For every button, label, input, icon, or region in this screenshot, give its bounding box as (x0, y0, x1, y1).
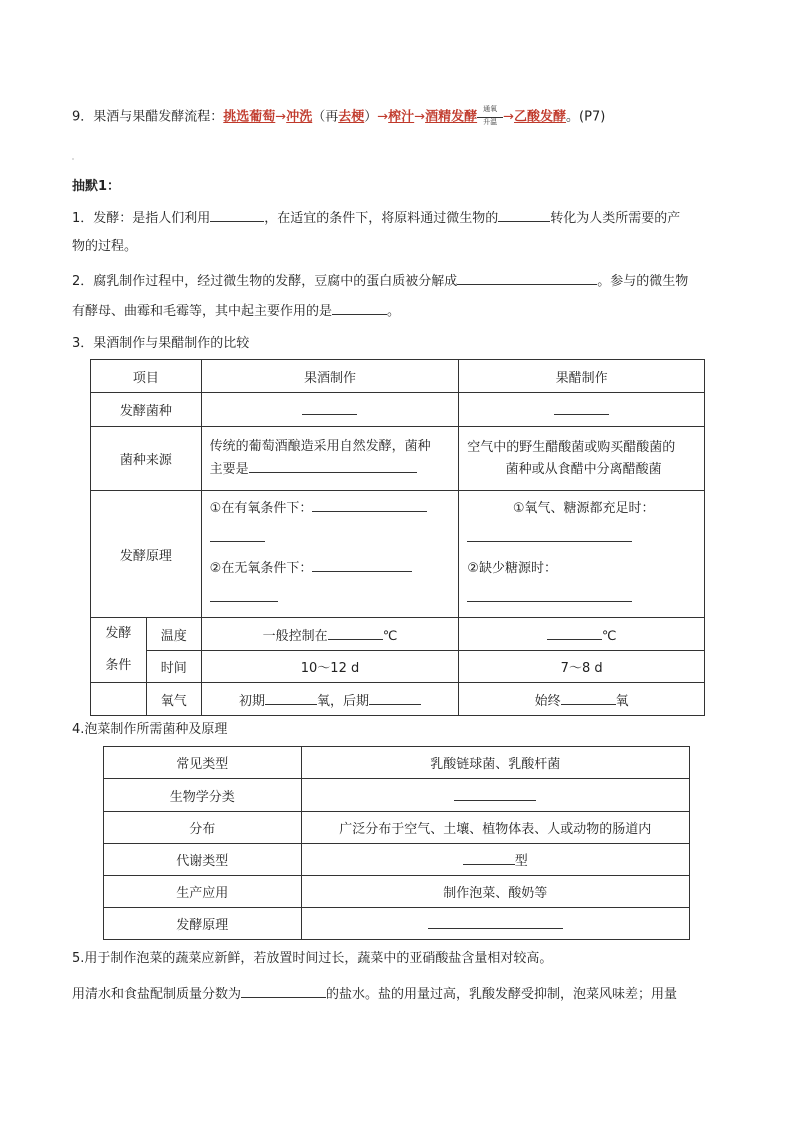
source-wine-line1: 传统的葡萄酒酿造采用自然发酵，菌种 (209, 439, 431, 454)
q5-line2 (72, 983, 677, 1005)
q5-line1: 5.用于制作泡菜的蔬菜应新鲜，若放置时间过长，蔬菜中的亚硝酸盐含量相对较高。 (72, 951, 553, 966)
temp-wine-unit: ℃ (382, 628, 398, 644)
conditions-label-a: 发酵 (105, 626, 132, 641)
oxygen-wine-cell (201, 683, 459, 716)
principle-wine-1-text: ①在有氧条件下： (209, 501, 313, 516)
q5-text-a: 用清水和食盐配制质量分数为 (72, 987, 242, 1002)
q1-blank-2 (498, 207, 550, 222)
pickle-value-principle (301, 908, 689, 940)
step-acetic-fermentation: 乙酸发酵 (514, 109, 567, 125)
q1-text-b: ，在适宜的条件下，将原料通过微生物的 (264, 211, 499, 226)
q1-blank-1 (210, 207, 264, 222)
oxygen-wine-text-a: 初期 (238, 693, 265, 709)
q2-line2 (72, 300, 400, 322)
table-row (91, 683, 705, 716)
principle-wine-2b (210, 584, 455, 614)
temp-vinegar-unit: ℃ (601, 628, 617, 644)
q4-title: 4.泡菜制作所需菌种及原理 (72, 722, 228, 737)
q5-blank (241, 983, 326, 998)
pickle-value-type: 乳酸链球菌、乳酸杆菌 (301, 747, 689, 779)
q1-text-c: 转化为人类所需要的产 (550, 211, 681, 226)
principle-wine-1 (210, 494, 455, 524)
strain-wine-blank (302, 400, 357, 415)
row-label-source: 菌种来源 (91, 427, 202, 491)
principle-wine-2-text: ②在无氧条件下： (209, 561, 313, 576)
source-vinegar-cell (459, 427, 705, 491)
temp-label: 温度 (146, 618, 201, 651)
arrow-1: → (275, 109, 287, 125)
row-label-strain: 发酵菌种 (91, 393, 202, 427)
table-row (104, 812, 690, 844)
paren-open: （再 (312, 109, 339, 125)
table-row (104, 844, 690, 876)
strain-vinegar-cell (459, 393, 705, 427)
oxygen-empty-cell (91, 683, 147, 716)
time-wine: 10～12 d (201, 651, 459, 683)
stray-dot (72, 158, 74, 160)
pickle-label-application: 生产应用 (104, 876, 302, 908)
temp-wine-blank (328, 625, 383, 640)
principle-wine-blank-1 (312, 497, 427, 512)
q2-blank-1 (457, 270, 597, 285)
metabolism-suffix: 型 (514, 854, 528, 869)
step-alcohol-fermentation: 酒精发酵 (425, 109, 478, 125)
time-label: 时间 (146, 651, 201, 683)
pickle-value-application: 制作泡菜、酸奶等 (301, 876, 689, 908)
principle-vinegar-2: ②缺少糖源时： (467, 561, 557, 576)
table-row (91, 427, 705, 491)
q2-blank-2 (332, 300, 387, 315)
source-wine-blank (249, 458, 417, 473)
q2-text-a: 2．腐乳制作过程中，经过微生物的发酵，豆腐中的蛋白质被分解成 (72, 274, 458, 289)
q2-line1 (72, 270, 688, 292)
metabolism-blank (463, 850, 515, 865)
item9-flow (72, 107, 605, 128)
header-item: 项目 (91, 360, 202, 393)
principle-vinegar-1b (467, 524, 700, 554)
oxygen-vinegar-text-a: 始终 (534, 693, 561, 709)
principle-vinegar-1: ①氧气、糖源都充足时： (512, 501, 655, 516)
source-wine-text: 主要是 (209, 462, 249, 477)
temp-vinegar-cell (459, 618, 705, 651)
step-pick-grapes: 挑选葡萄 (223, 109, 276, 125)
table-row (104, 908, 690, 940)
section-title: 抽默1： (72, 179, 121, 194)
q1-line2: 物的过程。 (72, 239, 138, 254)
principle-wine-blank-1b (210, 527, 265, 542)
oxygen-wine-blank-1 (265, 690, 317, 705)
condition-arrow (477, 107, 503, 127)
principle-blank (428, 914, 563, 929)
oxygen-wine-text-b: 氧，后期 (316, 693, 369, 709)
arrow-4: → (503, 109, 515, 125)
arrow-3: → (414, 109, 426, 125)
principle-vinegar-cell (459, 491, 705, 618)
classification-blank (454, 786, 536, 801)
principle-wine-1b (210, 524, 455, 554)
condition-top: 通氧 (483, 105, 498, 113)
table-row (91, 360, 705, 393)
oxygen-wine-blank-2 (369, 690, 421, 705)
q2-text-c: 有酵母、曲霉和毛霉等，其中起主要作用的是 (72, 304, 333, 319)
table-row (91, 393, 705, 427)
table-row (91, 618, 705, 651)
step-juice: 榨汁 (388, 109, 415, 125)
table-row (91, 651, 705, 683)
step-rinse: 冲洗 (286, 109, 313, 125)
table-row (104, 747, 690, 779)
comparison-table (90, 359, 705, 716)
q2-text-d: 。 (387, 304, 401, 319)
pickle-value-classification (301, 779, 689, 812)
header-wine: 果酒制作 (201, 360, 459, 393)
arrow-2: → (377, 109, 389, 125)
principle-wine-blank-2b (210, 587, 278, 602)
item9-ref: 。(P7) (566, 109, 606, 125)
oxygen-vinegar-blank (561, 690, 616, 705)
q3-title: 3．果酒制作与果醋制作的比较 (72, 336, 250, 351)
source-wine-cell (201, 427, 459, 491)
source-vinegar-line1: 空气中的野生醋酸菌或购买醋酸菌的 (467, 439, 676, 455)
row-label-principle: 发酵原理 (91, 491, 202, 618)
principle-vinegar-blank-1 (467, 527, 632, 542)
q2-text-b: 。参与的微生物 (597, 274, 689, 289)
header-vinegar: 果醋制作 (459, 360, 705, 393)
paren-close: ） (364, 109, 378, 125)
principle-vinegar-blank-2 (467, 587, 632, 602)
table-row (91, 491, 705, 618)
principle-vinegar-2b (467, 584, 700, 614)
source-vinegar-line2: 菌种或从食醋中分离醋酸菌 (505, 461, 662, 477)
pickle-table (103, 746, 690, 940)
pickle-value-metabolism-cell (301, 844, 689, 876)
pickle-label-principle: 发酵原理 (104, 908, 302, 940)
pickle-label-metabolism: 代谢类型 (104, 844, 302, 876)
temp-vinegar-blank (547, 625, 602, 640)
q1-text-a: 1．发酵：是指人们利用 (72, 211, 211, 226)
q5-text-b: 的盐水。盐的用量过高，乳酸发酵受抑制，泡菜风味差；用量 (326, 987, 678, 1002)
oxygen-vinegar-cell (459, 683, 705, 716)
table-row (104, 779, 690, 812)
row-label-conditions (91, 618, 147, 683)
temp-wine-text: 一般控制在 (262, 628, 328, 644)
oxygen-vinegar-text-b: 氧 (615, 693, 629, 709)
pickle-value-distribution: 广泛分布于空气、土壤、植物体表、人或动物的肠道内 (301, 812, 689, 844)
oxygen-label: 氧气 (146, 683, 201, 716)
step-destem: 去梗 (338, 109, 365, 125)
condition-bottom: 升温 (483, 118, 498, 126)
temp-wine-cell (201, 618, 459, 651)
principle-wine-2 (210, 554, 455, 584)
pickle-label-distribution: 分布 (104, 812, 302, 844)
principle-wine-cell (201, 491, 459, 618)
principle-wine-blank-2 (312, 557, 412, 572)
item9-prefix: 9．果酒与果醋发酵流程： (72, 109, 224, 125)
q1-line1 (72, 207, 680, 229)
strain-wine-cell (201, 393, 459, 427)
conditions-label-b: 条件 (105, 658, 132, 673)
strain-vinegar-blank (554, 400, 609, 415)
pickle-label-classification: 生物学分类 (104, 779, 302, 812)
table-row (104, 876, 690, 908)
source-wine-line2 (210, 458, 455, 481)
time-vinegar: 7～8 d (459, 651, 705, 683)
pickle-label-type: 常见类型 (104, 747, 302, 779)
